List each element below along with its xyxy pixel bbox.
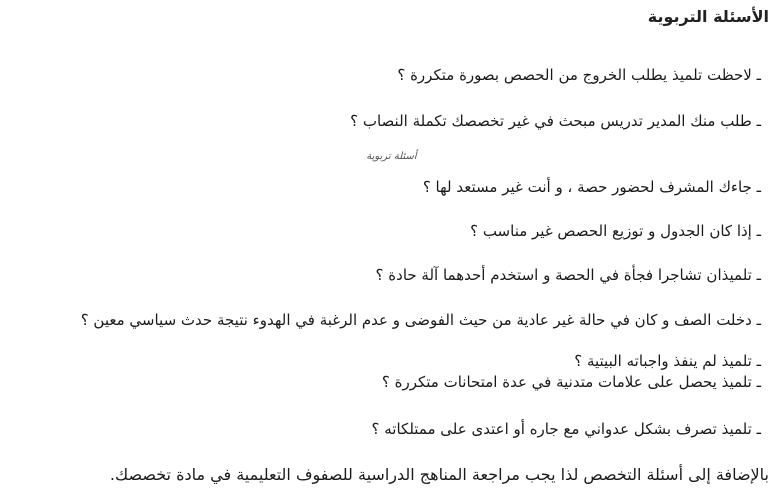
question-item-8: ـ تلميذ يحصل على علامات متدنية في عدة امتحانات متكررة ؟ [381,373,761,391]
question-item-3: ـ جاءك المشرف لحضور حصة ، و أنت غير مستعد لها ؟ [422,178,761,196]
question-item-2: ـ طلب منك المدير تدريس مبحث في غير تخصصك تكملة النصاب ؟ [350,112,761,130]
question-item-5: ـ تلميذان تشاجرا فجأة في الحصة و استخدم أحدهما آلة حادة ؟ [375,266,761,284]
watermark-text: أسئلة تربوية [366,151,417,162]
question-item-6: ـ دخلت الصف و كان في حالة غير عادية من حيث الفوضى و عدم الرغبة في الهدوء نتيجة حدث سياسي معين ؟ [80,311,761,329]
footer-note: بالإضافة إلى أسئلة التخصص لذا يجب مراجعة المناهج الدراسية للصفوف التعليمية في مادة تخصصك. [109,465,769,484]
question-item-4: ـ إذا كان الجدول و توزيع الحصص غير مناسب ؟ [470,222,761,240]
document-title: الأسئلة التربوية [647,7,769,26]
question-item-1: ـ لاحظت تلميذ يطلب الخروج من الحصص بصورة متكررة ؟ [397,66,761,84]
question-item-7: ـ تلميذ لم ينفذ واجباته البيتية ؟ [574,352,761,370]
question-item-9: ـ تلميذ تصرف بشكل عدواني مع جاره أو اعتدى على ممتلكاته ؟ [371,420,761,438]
